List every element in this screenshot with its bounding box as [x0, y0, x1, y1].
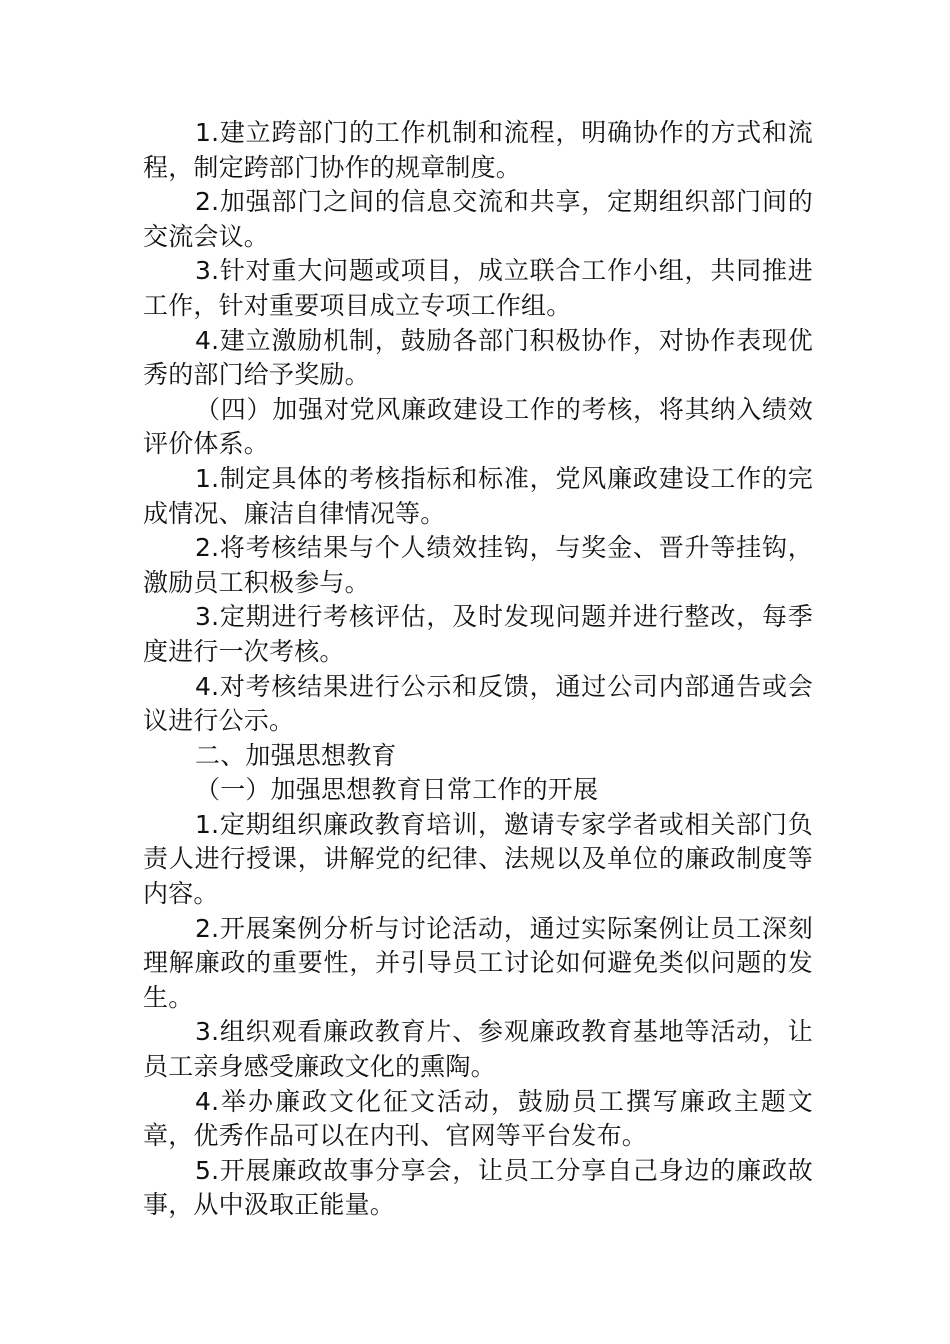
document-page [143, 116, 813, 1223]
paragraph: 5.开展廉政故事分享会，让员工分享自己身边的廉政故事，从中汲取正能量。 [143, 1155, 813, 1220]
paragraph: 3.针对重大问题或项目，成立联合工作小组，共同推进工作，针对重要项目成立专项工作组。 [143, 256, 813, 320]
paragraph: 4.举办廉政文化征文活动，鼓励员工撰写廉政主题文章，优秀作品可以在内刊、官网等平台发布。 [143, 1086, 813, 1151]
section-heading: （四）加强对党风廉政建设工作的考核，将其纳入绩效评价体系。 [143, 394, 813, 459]
paragraph: 3.组织观看廉政教育片、参观廉政教育基地等活动，让员工亲身感受廉政文化的熏陶。 [143, 1017, 813, 1082]
paragraph: 1.定期组织廉政教育培训，邀请专家学者或相关部门负责人进行授课，讲解党的纪律、法规以及单位的廉政制度等内容。 [143, 809, 813, 909]
chapter-heading: 二、加强思想教育 [195, 740, 397, 770]
paragraph: 3.定期进行考核评估，及时发现问题并进行整改，每季度进行一次考核。 [143, 602, 813, 666]
paragraph: 4.对考核结果进行公示和反馈，通过公司内部通告或会议进行公示。 [143, 671, 813, 736]
section-heading: （一）加强思想教育日常工作的开展 [195, 775, 599, 805]
paragraph: 2.加强部门之间的信息交流和共享，定期组织部门间的交流会议。 [143, 187, 813, 251]
paragraph: 4.建立激励机制，鼓励各部门积极协作，对协作表现优秀的部门给予奖励。 [143, 325, 813, 390]
paragraph: 1.制定具体的考核指标和标准，党风廉政建设工作的完成情况、廉洁自律情况等。 [143, 463, 813, 528]
paragraph: 1.建立跨部门的工作机制和流程，明确协作的方式和流程，制定跨部门协作的规章制度。 [143, 118, 813, 182]
paragraph: 2.将考核结果与个人绩效挂钩，与奖金、晋升等挂钩，激励员工积极参与。 [143, 533, 813, 597]
paragraph: 2.开展案例分析与讨论活动，通过实际案例让员工深刻理解廉政的重要性，并引导员工讨论如何避免类似问题的发生。 [143, 913, 813, 1012]
